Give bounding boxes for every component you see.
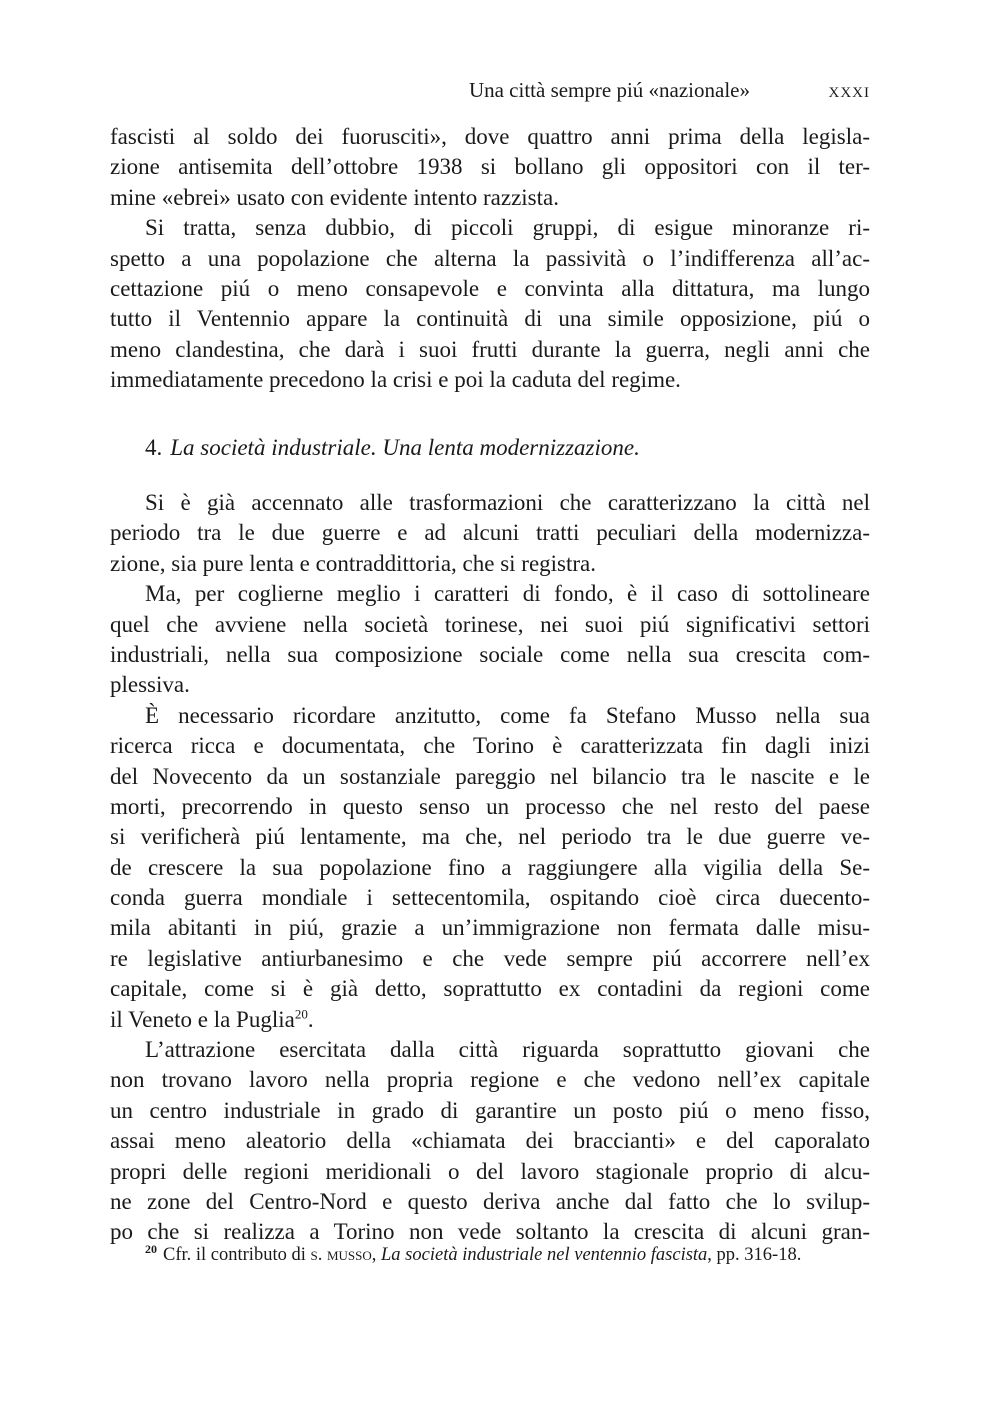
text-line-content: il Veneto e la Puglia — [110, 1006, 295, 1032]
text-line: fascisti al soldo dei fuorusciti», dove quattro anni prima della legisla- — [110, 124, 870, 149]
text-line: Ma, per coglierne meglio i caratteri di fondo, è il caso di sottolineare — [145, 581, 870, 607]
text-line: po che si realizza a Torino non vede soltanto la crescita di alcuni gran- — [110, 1219, 870, 1245]
text-line: mila abitanti in piú, grazie a un’immigrazione non fermata dalle misu- — [110, 915, 870, 941]
footnote-title: La società industriale nel ventennio fascista — [381, 1245, 708, 1266]
text-line: spetto a una popolazione che alterna la passività o l’indifferenza all’ac- — [110, 245, 870, 271]
footnote-suffix: , pp. 316-18. — [707, 1245, 802, 1266]
section-heading — [145, 435, 640, 461]
text-line: non trovano lavoro nella propria regione e che vedono nell’ex capitale — [110, 1067, 870, 1093]
text-line: zione antisemita dell’ottobre 1938 si bollano gli oppositori con il ter- — [110, 154, 870, 180]
footnote-reference[interactable]: 20 — [294, 1005, 308, 1021]
text-line: del Novecento da un sostanziale pareggio nel bilancio tra le nascite e le — [110, 763, 870, 789]
footnote-mark: 20 — [145, 1242, 157, 1256]
text-line: si verificherà piú lentamente, ma che, nel periodo tra le due guerre ve- — [110, 824, 870, 850]
text-line: un centro industriale in grado di garantire un posto piú o meno fisso, — [110, 1097, 870, 1123]
text-line: propri delle regioni meridionali o del lavoro stagionale proprio di alcu- — [110, 1158, 870, 1184]
footnote-prefix: Cfr. il contributo di — [163, 1245, 311, 1266]
paragraph-block-2 — [110, 488, 870, 1248]
text-line: zione, sia pure lenta e contraddittoria, che si registra. — [110, 550, 596, 576]
text-line: meno clandestina, che darà i suoi frutti durante la guerra, negli anni che — [110, 336, 870, 362]
page-number: xxxi — [828, 78, 870, 102]
text-line — [110, 1005, 870, 1035]
text-line: L’attrazione esercitata dalla città riguarda soprattutto giovani che — [145, 1037, 870, 1063]
text-line: ne zone del Centro-Nord e questo deriva anche dal fatto che lo svilup- — [110, 1188, 870, 1214]
text-line: plessiva. — [110, 672, 190, 698]
text-line: È necessario ricordare anzitutto, come fa Stefano Musso nella sua — [145, 702, 870, 728]
footnote-author: s. musso — [310, 1245, 372, 1266]
text-line: de crescere la sua popolazione fino a raggiungere alla vigilia della Se- — [110, 854, 870, 880]
text-line: assai meno aleatorio della «chiamata dei braccianti» e del caporalato — [110, 1128, 870, 1154]
text-line: conda guerra mondiale i settecentomila, ospitando cioè circa duecento- — [110, 885, 870, 911]
text-line: periodo tra le due guerre e ad alcuni tratti peculiari della modernizza- — [110, 520, 870, 546]
running-header — [110, 78, 870, 108]
text-line: mine «ebrei» usato con evidente intento razzista. — [110, 184, 559, 210]
text-line: immediatamente precedono la crisi e poi la caduta del regime. — [110, 367, 681, 393]
running-title: Una città sempre piú «nazionale» — [468, 78, 750, 102]
text-line: ricerca ricca e documentata, che Torino è caratterizzata fin dagli inizi — [110, 733, 870, 759]
footnote-separator: , — [371, 1245, 382, 1266]
text-line: Si è già accennato alle trasformazioni che caratterizzano la città nel — [145, 490, 870, 515]
paragraph-block-1 — [110, 122, 870, 396]
text-line: capitale, come si è già detto, soprattutto ex contadini da regioni come — [110, 976, 870, 1002]
section-title: La società industriale. Una lenta modernizzazione. — [170, 435, 640, 460]
text-line: re legislative antiurbanesimo e che vede sempre piú accorrere nell’ex — [110, 945, 870, 971]
text-line: cettazione piú o meno consapevole e convinta alla dittatura, ma lungo — [110, 275, 870, 301]
text-line: industriali, nella sua composizione sociale come nella sua crescita com- — [110, 641, 870, 667]
footnote — [145, 1242, 801, 1266]
section-number: 4. — [145, 435, 163, 460]
sentence-end: . — [307, 1006, 314, 1032]
text-line: tutto il Ventennio appare la continuità di una simile opposizione, piú o — [110, 306, 870, 332]
text-line: quel che avviene nella società torinese, nei suoi piú significativi settori — [110, 611, 870, 637]
text-line: morti, precorrendo in questo senso un processo che nel resto del paese — [110, 793, 870, 819]
text-line: Si tratta, senza dubbio, di piccoli gruppi, di esigue minoranze ri- — [145, 215, 870, 241]
